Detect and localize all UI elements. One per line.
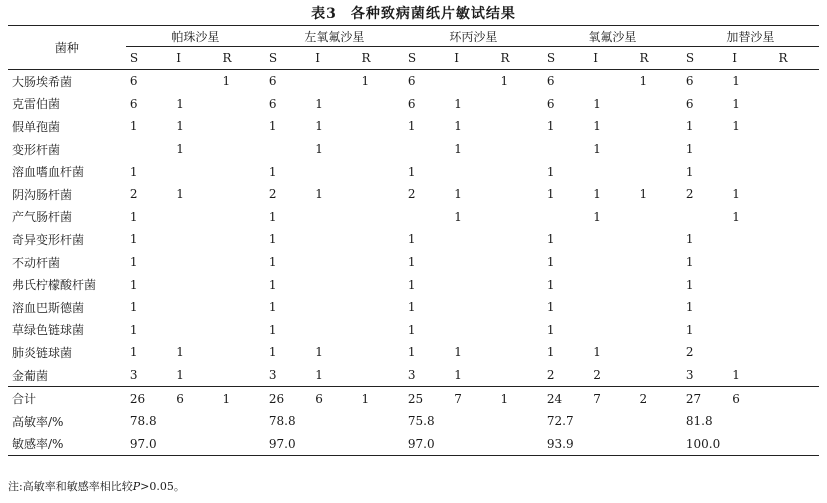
header-s-cell: S (265, 47, 311, 70)
count-cell (311, 160, 357, 183)
count-cell: 1 (129, 164, 138, 179)
table-row (8, 93, 819, 116)
count-cell (219, 296, 265, 319)
count-cell: 1 (685, 164, 694, 179)
species-name: 奇异变形杆菌 (12, 232, 85, 247)
count-cell: 1 (176, 142, 184, 157)
table-row (8, 206, 819, 229)
rate-cell: 100.0 (682, 433, 819, 456)
count-cell (543, 138, 589, 161)
count-cell (497, 228, 543, 251)
species-name: 产气肠杆菌 (12, 210, 73, 225)
count-cell (775, 319, 819, 342)
total-cell: 6 (311, 387, 357, 410)
count-cell (728, 273, 774, 296)
count-cell: 1 (546, 300, 555, 315)
count-cell: 1 (407, 164, 416, 179)
count-cell (497, 206, 543, 229)
count-cell: 1 (732, 368, 740, 383)
count-cell: 1 (407, 255, 416, 270)
count-cell: 1 (593, 209, 601, 224)
count-cell (311, 206, 357, 229)
rate-cell: 97.0 (126, 433, 265, 456)
table-row (8, 251, 819, 274)
count-cell (450, 251, 496, 274)
table-number: 表3 (311, 6, 337, 22)
header-r-cell: R (497, 47, 543, 70)
count-cell: 1 (129, 345, 138, 360)
count-cell (219, 364, 265, 387)
count-cell: 1 (268, 322, 277, 337)
count-cell (589, 160, 635, 183)
count-cell: 1 (315, 368, 323, 383)
count-cell: 6 (268, 74, 277, 89)
count-cell: 1 (129, 300, 138, 315)
count-cell: 1 (546, 187, 555, 202)
count-cell (728, 138, 774, 161)
count-cell: 1 (454, 345, 462, 360)
count-cell: 1 (129, 119, 138, 134)
count-cell: 1 (546, 255, 555, 270)
count-cell (358, 319, 404, 342)
count-cell: 2 (593, 368, 601, 383)
total-cell: 1 (219, 387, 265, 410)
count-cell: 1 (268, 300, 277, 315)
count-cell: 1 (407, 345, 416, 360)
count-cell (636, 251, 682, 274)
header-antibiotic: 帕珠沙星 (126, 26, 265, 47)
count-cell (311, 228, 357, 251)
count-cell (775, 115, 819, 138)
header-r-cell: R (358, 47, 404, 70)
count-cell (358, 341, 404, 364)
summary-row (8, 410, 819, 433)
count-cell (497, 115, 543, 138)
count-cell (636, 364, 682, 387)
table-row (8, 228, 819, 251)
count-cell (728, 296, 774, 319)
header-i-cell: I (589, 47, 635, 70)
count-cell (172, 206, 218, 229)
total-cell: 6 (172, 387, 218, 410)
count-cell: 1 (407, 119, 416, 134)
header-i-cell: I (311, 47, 357, 70)
rate-cell: 78.8 (129, 414, 157, 429)
total-cell: 7 (589, 387, 635, 410)
count-cell: 1 (268, 232, 277, 247)
rate-cell: 72.7 (546, 414, 574, 429)
count-cell (172, 70, 218, 93)
count-cell: 1 (685, 142, 694, 157)
header-s-cell: S (682, 47, 728, 70)
count-cell (126, 138, 172, 161)
header-species: 菌种 (8, 26, 126, 70)
count-cell: 1 (593, 119, 601, 134)
count-cell (358, 296, 404, 319)
total-cell: 7 (450, 387, 496, 410)
count-cell: 1 (407, 232, 416, 247)
count-cell (404, 206, 450, 229)
count-cell (775, 273, 819, 296)
count-cell (636, 138, 682, 161)
count-cell: 1 (268, 277, 277, 292)
table-title-text: 各种致病菌纸片敏试结果 (350, 6, 516, 22)
count-cell (219, 251, 265, 274)
count-cell (728, 341, 774, 364)
count-cell (728, 228, 774, 251)
footnote-rest: >0.05。 (140, 480, 185, 493)
count-cell: 1 (315, 345, 323, 360)
count-cell (172, 251, 218, 274)
count-cell: 6 (129, 96, 138, 111)
count-cell (728, 319, 774, 342)
count-cell (358, 251, 404, 274)
count-cell: 1 (268, 255, 277, 270)
count-cell: 1 (685, 300, 694, 315)
count-cell (636, 273, 682, 296)
count-cell (219, 138, 265, 161)
count-cell: 1 (268, 209, 277, 224)
count-cell: 1 (176, 96, 184, 111)
count-cell: 1 (685, 277, 694, 292)
species-name: 阴沟肠杆菌 (12, 187, 73, 202)
species-name: 变形杆菌 (12, 142, 61, 157)
count-cell: 1 (315, 142, 323, 157)
rate-cell: 93.9 (543, 433, 682, 456)
count-cell: 1 (593, 96, 601, 111)
count-cell (219, 206, 265, 229)
table-row (8, 70, 819, 93)
table-row (8, 160, 819, 183)
summary-label: 敏感率/% (8, 433, 126, 456)
table-title (0, 3, 827, 23)
count-cell (636, 206, 682, 229)
rate-cell: 78.8 (268, 414, 296, 429)
count-cell (311, 251, 357, 274)
count-cell (636, 341, 682, 364)
total-cell: 27 (682, 387, 728, 410)
header-s-cell: S (126, 47, 172, 70)
count-cell: 1 (454, 209, 462, 224)
count-cell (636, 93, 682, 116)
table-row (8, 138, 819, 161)
table-row (8, 183, 819, 206)
count-cell (497, 319, 543, 342)
count-cell (775, 228, 819, 251)
species-name: 溶血巴斯德菌 (12, 300, 85, 315)
count-cell (172, 228, 218, 251)
count-cell: 1 (268, 119, 277, 134)
count-cell: 1 (546, 119, 555, 134)
summary-label: 合计 (8, 387, 126, 410)
table-row (8, 296, 819, 319)
total-cell: 24 (543, 387, 589, 410)
count-cell: 1 (268, 345, 277, 360)
count-cell: 1 (176, 368, 184, 383)
count-cell (728, 251, 774, 274)
species-name: 大肠埃希菌 (12, 74, 73, 89)
count-cell: 1 (732, 209, 740, 224)
count-cell: 1 (546, 277, 555, 292)
footnote-text: 注:高敏率和敏感率相比较 (8, 480, 133, 493)
count-cell (219, 93, 265, 116)
header-s-cell: S (543, 47, 589, 70)
summary-row (8, 387, 819, 410)
count-cell (636, 296, 682, 319)
count-cell (682, 206, 728, 229)
count-cell: 1 (639, 74, 648, 89)
count-cell (775, 364, 819, 387)
count-cell: 6 (129, 74, 138, 89)
count-cell: 6 (407, 96, 416, 111)
total-cell: 26 (126, 387, 172, 410)
total-cell: 25 (404, 387, 450, 410)
count-cell (172, 273, 218, 296)
count-cell (636, 115, 682, 138)
count-cell: 1 (685, 119, 694, 134)
count-cell: 1 (593, 187, 601, 202)
count-cell: 1 (407, 300, 416, 315)
count-cell: 6 (546, 96, 555, 111)
count-cell: 1 (732, 74, 740, 89)
count-cell (497, 183, 543, 206)
count-cell: 1 (685, 232, 694, 247)
count-cell (311, 273, 357, 296)
count-cell (775, 183, 819, 206)
count-cell (358, 206, 404, 229)
count-cell: 1 (315, 187, 323, 202)
summary-label: 高敏率/% (12, 414, 64, 429)
count-cell (172, 319, 218, 342)
count-cell: 3 (129, 368, 138, 383)
count-cell (358, 160, 404, 183)
count-cell (775, 70, 819, 93)
count-cell (358, 183, 404, 206)
count-cell (172, 160, 218, 183)
count-cell (497, 341, 543, 364)
count-cell: 1 (639, 187, 648, 202)
count-cell (497, 273, 543, 296)
header-antibiotic: 氧氟沙星 (543, 26, 682, 47)
count-cell: 1 (407, 277, 416, 292)
count-cell (497, 296, 543, 319)
count-cell (775, 296, 819, 319)
count-cell: 6 (546, 74, 555, 89)
count-cell (543, 206, 589, 229)
count-cell: 1 (685, 255, 694, 270)
count-cell: 6 (685, 74, 694, 89)
species-name: 弗氏柠檬酸杆菌 (12, 278, 97, 293)
count-cell: 1 (732, 119, 740, 134)
rate-cell: 75.8 (407, 414, 435, 429)
count-cell (589, 228, 635, 251)
count-cell: 2 (546, 368, 555, 383)
count-cell: 1 (176, 345, 184, 360)
count-cell: 1 (129, 255, 138, 270)
count-cell (775, 206, 819, 229)
count-cell: 1 (315, 119, 323, 134)
count-cell (775, 138, 819, 161)
count-cell: 1 (685, 322, 694, 337)
header-r-cell: R (219, 47, 265, 70)
count-cell (450, 319, 496, 342)
count-cell (219, 228, 265, 251)
species-name: 金葡菌 (12, 368, 49, 383)
count-cell (219, 319, 265, 342)
species-name: 假单孢菌 (12, 119, 61, 134)
count-cell: 2 (268, 187, 277, 202)
count-cell (636, 319, 682, 342)
table-row (8, 341, 819, 364)
table-row (8, 319, 819, 342)
species-name: 肺炎链球菌 (12, 345, 73, 360)
count-cell (775, 160, 819, 183)
count-cell: 1 (222, 74, 231, 89)
total-cell: 1 (497, 387, 543, 410)
count-cell: 1 (454, 119, 462, 134)
count-cell: 1 (176, 187, 184, 202)
total-cell: 2 (636, 387, 682, 410)
count-cell (358, 273, 404, 296)
count-cell (219, 273, 265, 296)
count-cell: 1 (546, 322, 555, 337)
count-cell: 3 (685, 368, 694, 383)
count-cell (636, 228, 682, 251)
total-cell: 26 (265, 387, 311, 410)
count-cell (775, 341, 819, 364)
header-antibiotic: 左氧氟沙星 (265, 26, 404, 47)
species-name: 溶血嗜血杆菌 (12, 165, 85, 180)
count-cell (589, 251, 635, 274)
count-cell (450, 160, 496, 183)
count-cell (589, 296, 635, 319)
count-cell (589, 319, 635, 342)
summary-row (8, 433, 819, 456)
count-cell: 2 (685, 345, 694, 360)
header-i-cell: I (172, 47, 218, 70)
count-cell (219, 341, 265, 364)
count-cell (265, 138, 311, 161)
rate-cell: 81.8 (685, 414, 713, 429)
count-cell (775, 93, 819, 116)
count-cell (497, 364, 543, 387)
count-cell: 1 (454, 368, 462, 383)
count-cell: 1 (546, 345, 555, 360)
count-cell: 1 (454, 142, 462, 157)
count-cell: 1 (176, 119, 184, 134)
table-row (8, 273, 819, 296)
count-cell: 1 (732, 96, 740, 111)
table-footnote (8, 478, 185, 494)
count-cell (497, 251, 543, 274)
count-cell: 3 (268, 368, 277, 383)
count-cell: 1 (129, 322, 138, 337)
count-cell: 1 (500, 74, 509, 89)
count-cell (219, 160, 265, 183)
count-cell (497, 138, 543, 161)
count-cell: 6 (407, 74, 416, 89)
count-cell: 1 (315, 96, 323, 111)
count-cell (358, 115, 404, 138)
rate-cell: 97.0 (404, 433, 543, 456)
count-cell (311, 319, 357, 342)
header-s-cell: S (404, 47, 450, 70)
count-cell (497, 160, 543, 183)
count-cell (450, 273, 496, 296)
species-name: 草绿色链球菌 (12, 323, 85, 338)
total-cell: 6 (728, 387, 774, 410)
count-cell: 1 (593, 345, 601, 360)
count-cell: 1 (129, 277, 138, 292)
header-i-cell: I (450, 47, 496, 70)
total-cell (775, 387, 819, 410)
count-cell (311, 296, 357, 319)
count-cell (219, 115, 265, 138)
count-cell (636, 160, 682, 183)
count-cell: 1 (129, 232, 138, 247)
count-cell: 1 (268, 164, 277, 179)
count-cell (311, 70, 357, 93)
susceptibility-table (8, 25, 819, 456)
header-antibiotic: 加替沙星 (682, 26, 819, 47)
count-cell: 1 (361, 74, 370, 89)
species-name: 不动杆菌 (12, 255, 61, 270)
count-cell (589, 273, 635, 296)
count-cell (497, 93, 543, 116)
header-i-cell: I (728, 47, 774, 70)
count-cell (358, 138, 404, 161)
count-cell (219, 183, 265, 206)
count-cell: 1 (407, 322, 416, 337)
footnote-p-symbol: P (132, 480, 141, 493)
count-cell: 2 (685, 187, 694, 202)
count-cell (589, 70, 635, 93)
count-cell (450, 228, 496, 251)
count-cell: 1 (732, 187, 740, 202)
table-row (8, 364, 819, 387)
count-cell: 1 (454, 187, 462, 202)
count-cell: 1 (546, 232, 555, 247)
header-antibiotic: 环丙沙星 (404, 26, 543, 47)
count-cell (450, 296, 496, 319)
count-cell: 6 (685, 96, 694, 111)
count-cell (358, 228, 404, 251)
rate-cell: 97.0 (265, 433, 404, 456)
total-cell: 1 (358, 387, 404, 410)
count-cell: 1 (129, 209, 138, 224)
count-cell (358, 93, 404, 116)
count-cell: 2 (407, 187, 416, 202)
count-cell: 2 (129, 187, 138, 202)
count-cell (728, 160, 774, 183)
count-cell (404, 138, 450, 161)
count-cell (358, 364, 404, 387)
count-cell (172, 296, 218, 319)
count-cell: 3 (407, 368, 416, 383)
header-r-cell: R (636, 47, 682, 70)
count-cell: 1 (593, 142, 601, 157)
table-row (8, 115, 819, 138)
count-cell (775, 251, 819, 274)
count-cell: 1 (546, 164, 555, 179)
header-r-cell: R (775, 47, 819, 70)
count-cell: 1 (454, 96, 462, 111)
count-cell (450, 70, 496, 93)
count-cell: 6 (268, 96, 277, 111)
species-name: 克雷伯菌 (12, 97, 61, 112)
